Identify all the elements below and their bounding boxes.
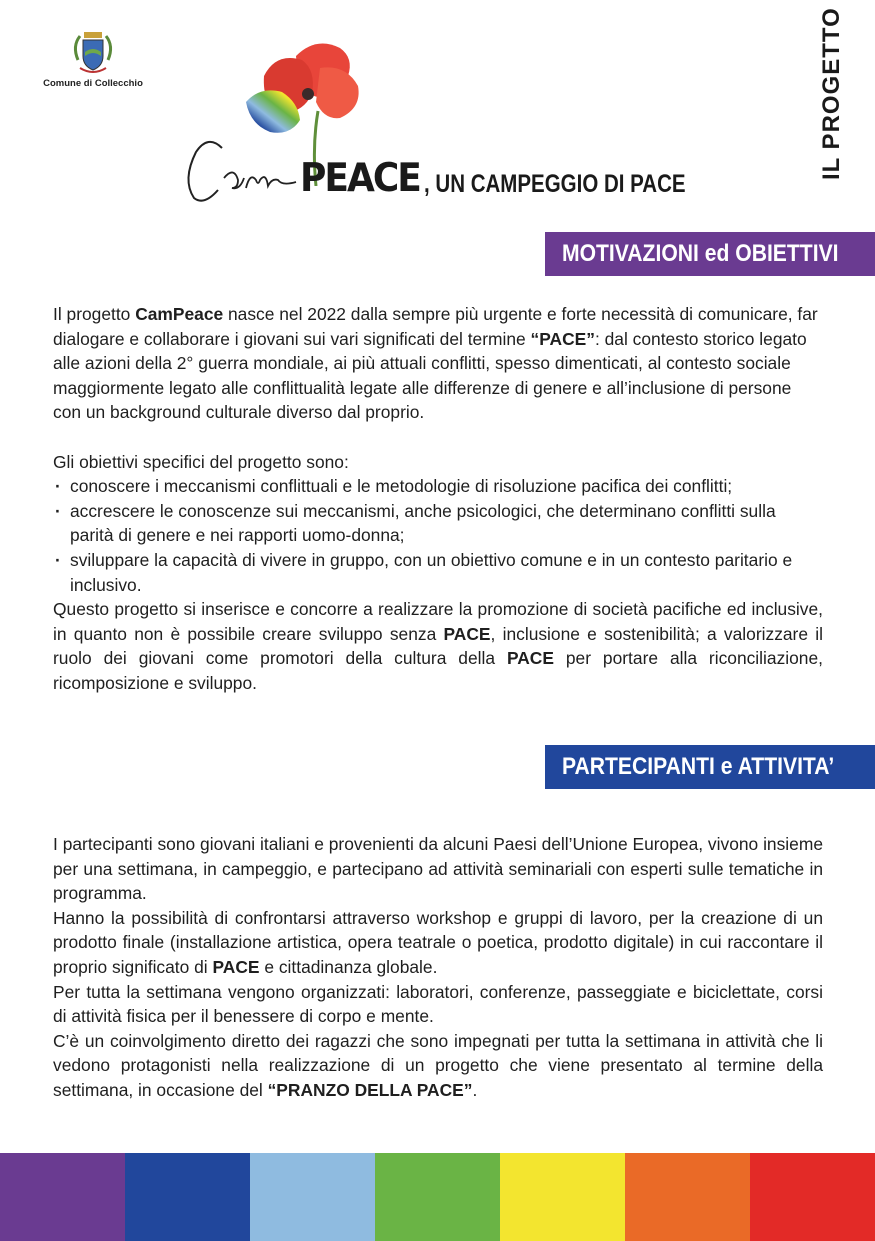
stripe-yellow — [500, 1153, 625, 1241]
motivations-content — [53, 302, 823, 696]
section-heading-participants — [545, 745, 875, 789]
participants-content — [53, 832, 823, 1103]
participants-paragraph: I partecipanti sono giovani italiani e provenienti da alcuni Paesi dell’Unione Europea, vivono insieme per una settimana, in campeggio, e partecipano ad attività seminariali con esperti sulle tematiche in programma. — [53, 834, 823, 904]
stripe-light-blue — [250, 1153, 375, 1241]
intro-paragraph: Il progetto CamPeace nasce nel 2022 dalla sempre più urgente e forte necessità di comunicare, far dialogare e collaborare i giovani sui vari significati del termine “PACE”: dal contesto storico legato alle azioni della 2° guerra mondiale, ai più attuali conflitti, spesso dimenticati, al contesto sociale maggiormente legato alle conflittualità legate alle differenze di genere e all’inclusione di persone con un background culturale diverso dal proprio. — [53, 304, 818, 423]
section-heading-motivations — [545, 232, 875, 276]
project-paragraph: Questo progetto si inserisce e concorre a realizzare la promozione di società pacifiche ed inclusive, in quanto non è possibile creare sviluppo senza PACE, inclusione e sostenibilità; a valorizzare il ruolo dei giovani come promotori della cultura della PACE per portare alla riconciliazione, ricomposizione e sviluppo. — [53, 599, 823, 693]
stripe-blue — [125, 1153, 250, 1241]
stripe-purple — [0, 1153, 125, 1241]
section-heading-participants-text: PARTECIPANTI e ATTIVITA’ — [562, 753, 835, 780]
logo-script — [178, 128, 308, 208]
list-item: · conoscere i meccanismi conflittuali e le metodologie di risoluzione pacifica dei conflitti; — [53, 474, 823, 499]
section-heading-motivations-text: MOTIVAZIONI ed OBIETTIVI — [562, 240, 839, 267]
involvement-paragraph: C’è un coinvolgimento diretto dei ragazzi che sono impegnati per tutta la settimana in attività che li vedono protagonisti nella realizzazione di un progetto che viene presentato al termine della settimana, in occasione del “PRANZO DELLA PACE”. — [53, 1030, 823, 1100]
workshop-paragraph: Hanno la possibilità di confrontarsi attraverso workshop e gruppi di lavoro, per la creazione di un prodotto finale (installazione artistica, opera teatrale o poetica, prodotto digitale) in cui raccontare il proprio significato di PACE e cittadinanza globale. — [53, 907, 823, 977]
list-item: · sviluppare la capacità di vivere in gruppo, con un obiettivo comune e in un contesto paritario e inclusivo. — [53, 548, 823, 597]
list-item: · accrescere le conoscenze sui meccanismi, anche psicologici, che determinano conflitti sulla parità di genere e nei rapporti uomo-donna; — [53, 499, 823, 548]
logo-peace-word: PEACE — [300, 156, 420, 201]
stripe-red — [750, 1153, 875, 1241]
stripe-green — [375, 1153, 500, 1241]
objectives-intro: Gli obiettivi specifici del progetto sono: — [53, 451, 349, 472]
rainbow-footer — [0, 1153, 875, 1241]
stripe-orange — [625, 1153, 750, 1241]
vertical-section-label: IL PROGETTO — [818, 7, 845, 180]
objectives-list — [53, 474, 823, 597]
logo-script-text: Cam — [178, 128, 181, 129]
activities-paragraph: Per tutta la settimana vengono organizzati: laboratori, conferenze, passeggiate e biciclettate, corsi di attività fisica per il benessere di corpo e mente. — [53, 981, 823, 1027]
municipality-name: Comune di Collecchio — [43, 78, 143, 89]
municipal-crest-icon — [70, 30, 116, 76]
logo-subtitle: , UN CAMPEGGIO DI PACE — [424, 170, 686, 198]
